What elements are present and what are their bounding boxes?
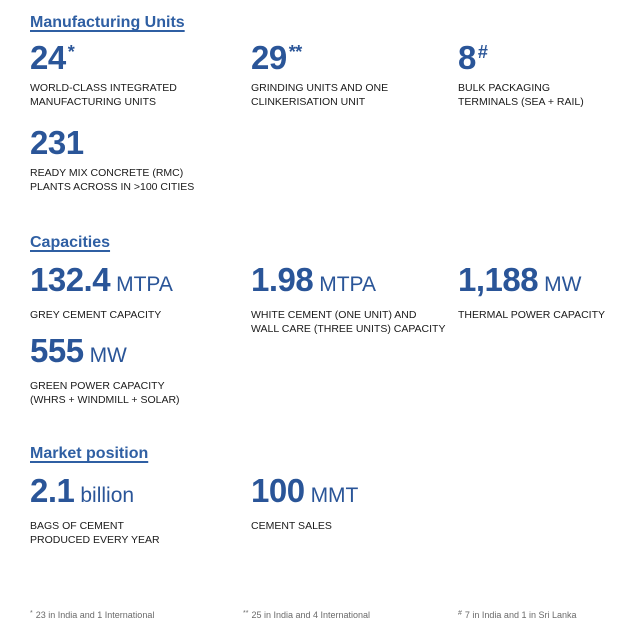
stat-unit: MW — [89, 344, 127, 367]
stat-description: WORLD-CLASS INTEGRATED MANUFACTURING UNITS — [30, 82, 177, 108]
stat-green-power-capacity — [30, 334, 180, 407]
section-heading-capacities: Capacities — [30, 234, 111, 251]
stat-value: 555 MW — [30, 332, 127, 369]
stat-description: BULK PACKAGING TERMINALS (SEA + RAIL) — [458, 82, 584, 108]
stat-value: 2.1 billion — [30, 472, 135, 509]
stat-integrated-units — [30, 41, 177, 109]
stat-description: THERMAL POWER CAPACITY — [458, 309, 606, 321]
footnote-marker: # — [477, 42, 488, 62]
stat-value: 1,188 MW — [458, 261, 582, 298]
section-heading-manufacturing-units: Manufacturing Units — [30, 14, 185, 31]
stat-value: 231 — [30, 124, 84, 161]
stat-description: READY MIX CONCRETE (RMC) PLANTS ACROSS IN >100 CITIES — [30, 167, 195, 193]
stat-value: 100 MMT — [251, 472, 359, 509]
stat-value: 24 * — [30, 39, 75, 76]
stat-white-cement-capacity — [251, 263, 445, 336]
stat-rmc-plants — [30, 126, 194, 194]
stat-unit: MMT — [310, 484, 359, 507]
stat-thermal-power-capacity — [458, 263, 605, 322]
footnote-packaging-terminals: # 7 in India and 1 in Sri Lanka — [458, 610, 577, 620]
section-heading-market-position: Market position — [30, 445, 149, 462]
stat-description: GREY CEMENT CAPACITY — [30, 309, 162, 321]
stat-unit: MW — [544, 273, 582, 296]
stat-description: GRINDING UNITS AND ONE CLINKERISATION UNIT — [251, 82, 389, 108]
stat-value: 8 # — [458, 39, 488, 76]
stat-unit: MTPA — [116, 273, 173, 296]
stat-grey-cement-capacity — [30, 263, 173, 322]
stat-value: 29 ** — [251, 39, 302, 76]
stat-packaging-terminals — [458, 41, 584, 109]
stat-value: 132.4 MTPA — [30, 261, 173, 298]
stat-value: 1.98 MTPA — [251, 261, 377, 298]
stat-unit: MTPA — [319, 273, 377, 296]
stat-description: GREEN POWER CAPACITY (WHRS + WINDMILL + SOLAR) — [30, 380, 180, 406]
stat-description: CEMENT SALES — [251, 520, 332, 532]
stat-grinding-units — [251, 41, 388, 109]
footnote-marker: ** — [288, 42, 302, 62]
stat-cement-sales — [251, 474, 358, 533]
stat-unit: billion — [80, 484, 135, 507]
footnote-integrated-units: * 23 in India and 1 International — [30, 610, 155, 620]
footnote-marker: * — [67, 42, 75, 62]
stat-bags-of-cement — [30, 474, 160, 547]
stat-description: WHITE CEMENT (ONE UNIT) AND WALL CARE (THREE UNITS) CAPACITY — [251, 309, 446, 335]
footnote-grinding-units: ** 25 in India and 4 International — [243, 610, 371, 620]
stat-description: BAGS OF CEMENT PRODUCED EVERY YEAR — [30, 520, 160, 546]
